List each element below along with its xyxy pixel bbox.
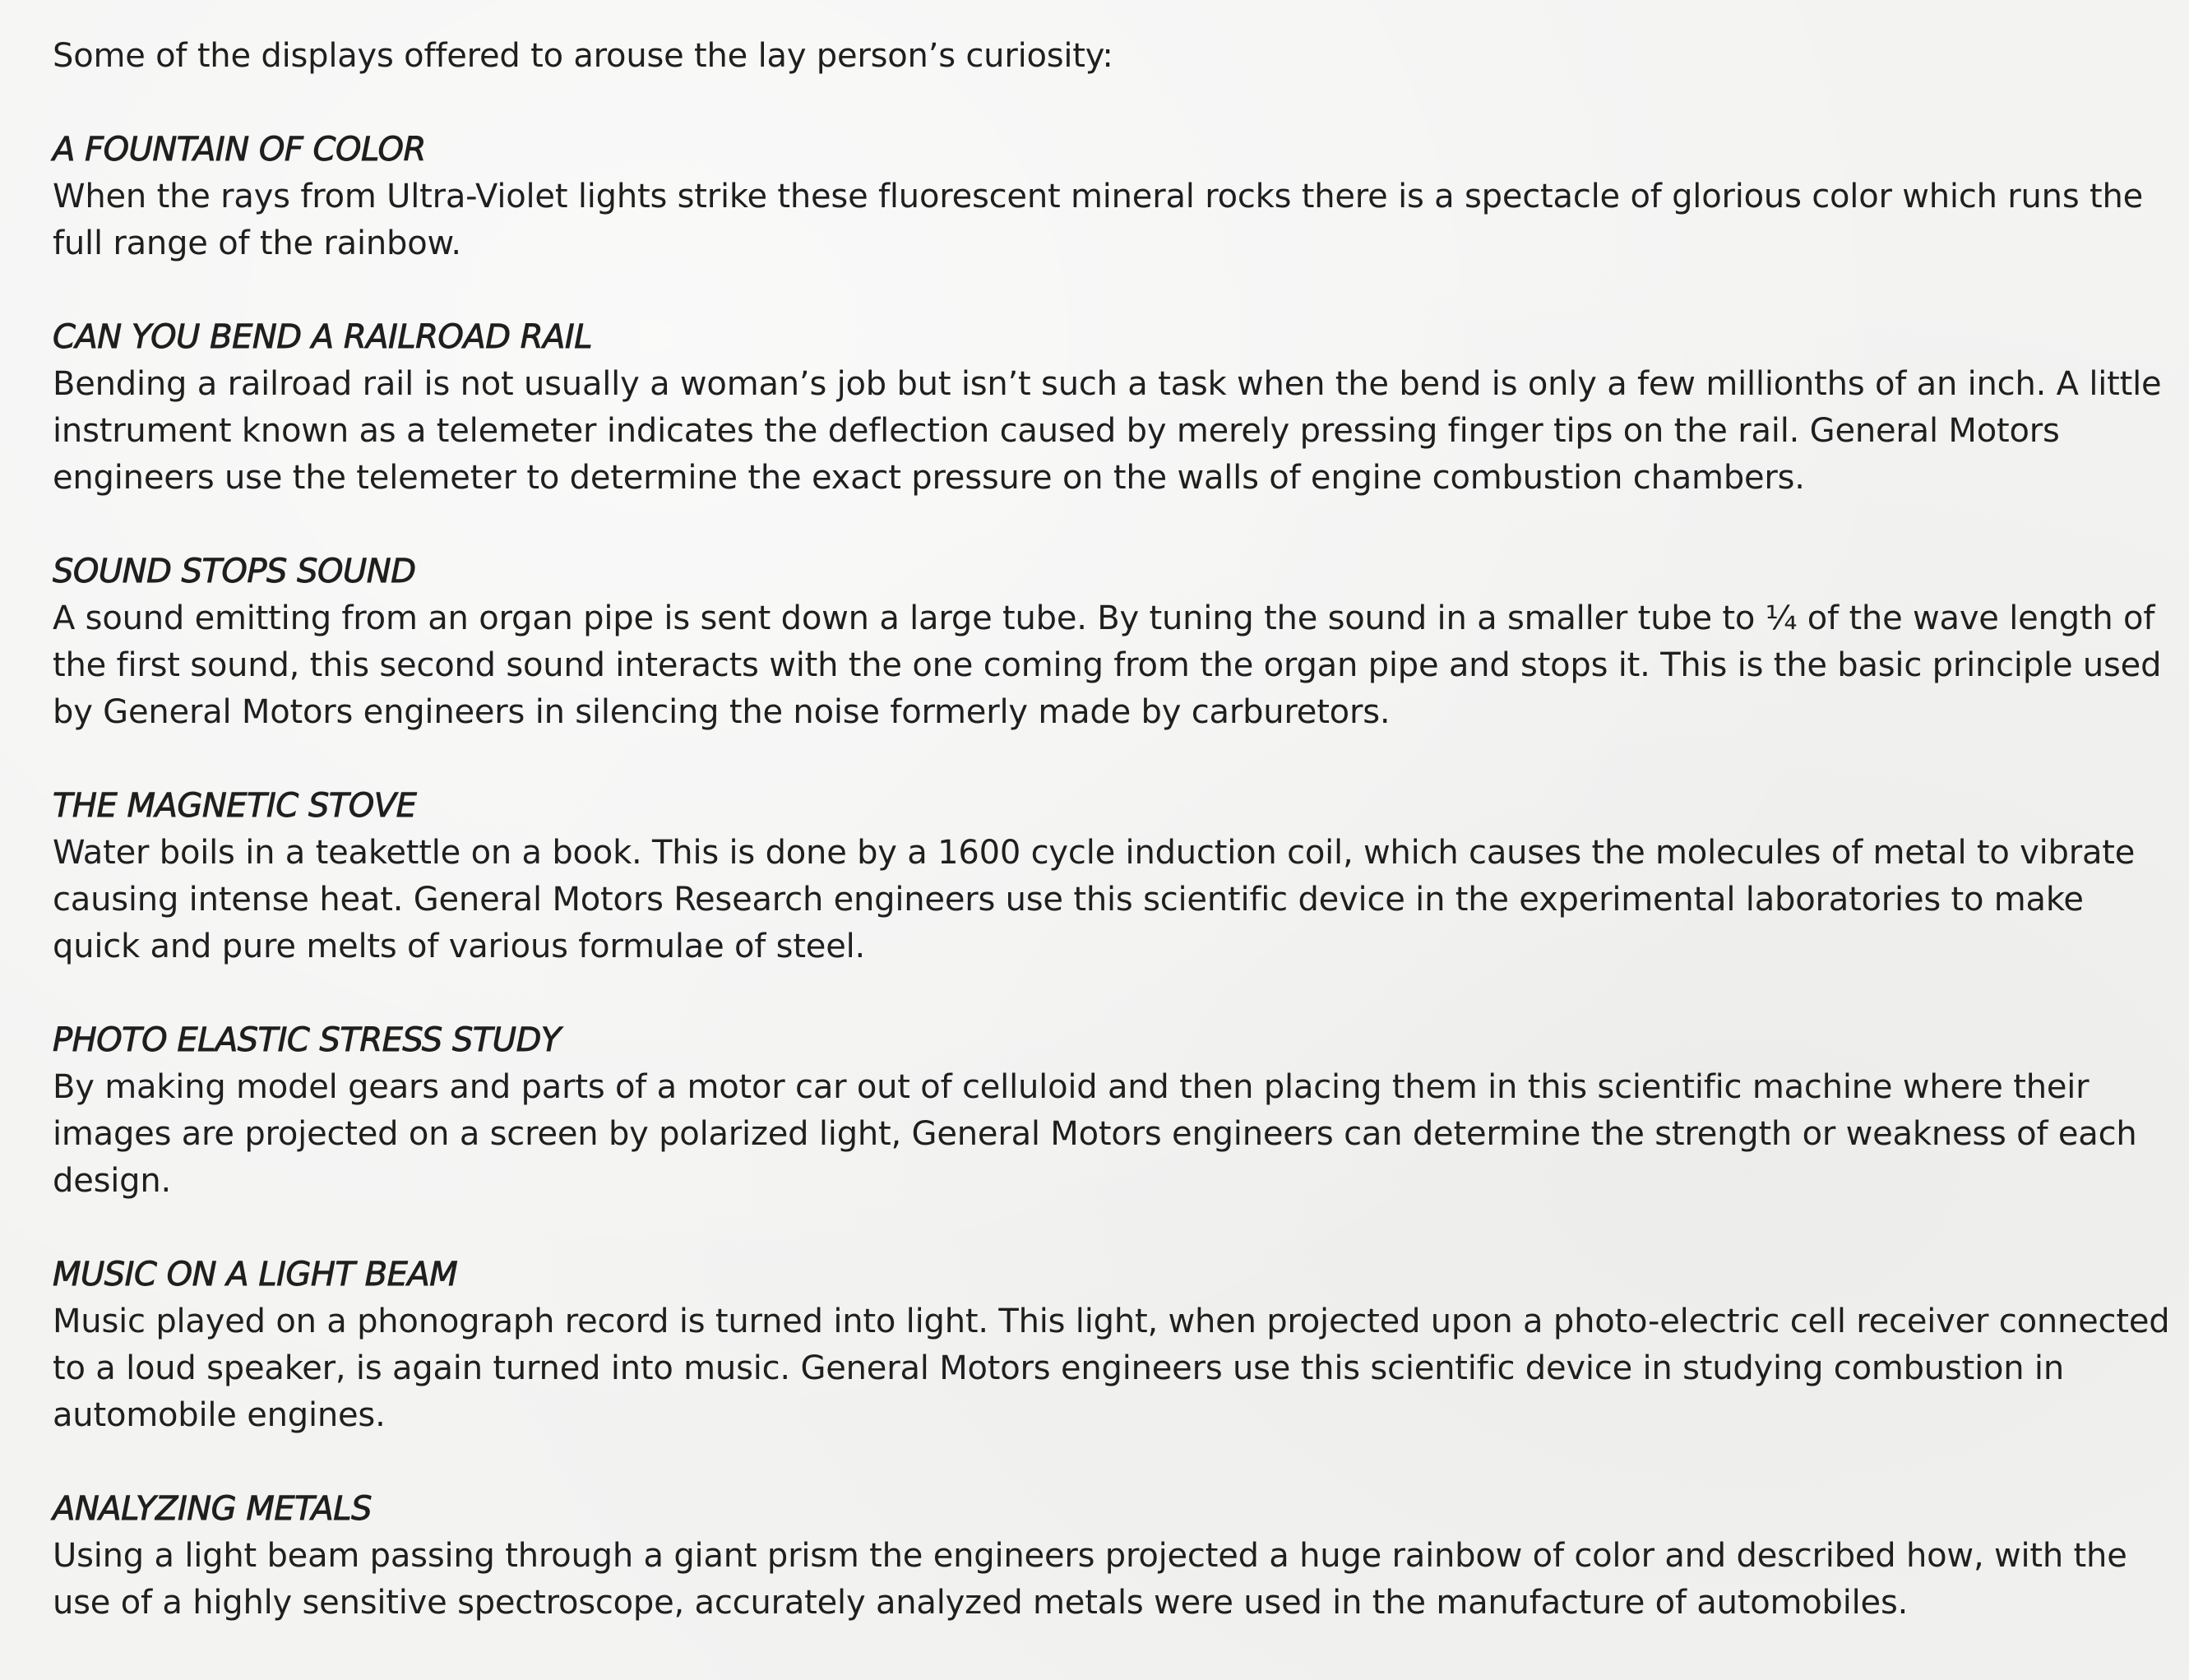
section-body: By making model gears and parts of a motor car out of celluloid and then placing them in this scientific machine where their images are projected on a screen by polarized light, General Motors engineers can determine the strength or weakness of each design.	[53, 1068, 2137, 1200]
section-title: CAN YOU BEND A RAILROAD RAIL	[53, 318, 592, 356]
section-title: THE MAGNETIC STOVE	[53, 787, 417, 825]
section-magnetic-stove	[53, 783, 2171, 970]
section-body: A sound emitting from an organ pipe is sent down a large tube. By tuning the sound in a smaller tube to ¼ of the wave length of the first sound, this second sound interacts with the one coming from the organ pipe and stops it. This is the basic principle used by General Motors engineers in silencing the noise formerly made by carburetors.	[53, 599, 2162, 731]
section-title: A FOUNTAIN OF COLOR	[53, 131, 426, 169]
section-body: When the rays from Ultra-Violet lights strike these fluorescent mineral rocks there is a spectacle of glorious color which runs the full range of the rainbow.	[53, 178, 2144, 262]
section-analyzing-metals	[53, 1486, 2171, 1627]
section-bend-railroad-rail	[53, 314, 2171, 502]
section-title: SOUND STOPS SOUND	[53, 553, 416, 590]
section-title: PHOTO ELASTIC STRESS STUDY	[53, 1021, 561, 1059]
section-body: Bending a railroad rail is not usually a woman’s job but isn’t such a task when the bend is only a few millionths of an inch. A little instrument known as a telemeter indicates the deflection caused by merely pressing finger tips on the rail. General Motors engineers use the telemeter to determine the exact pressure on the walls of engine combustion chambers.	[53, 365, 2162, 497]
section-body: Water boils in a teakettle on a book. This is done by a 1600 cycle induction coil, which causes the molecules of metal to vibrate causing intense heat. General Motors Research engineers use this scientific device in the experimental laboratories to make quick and pure melts of various formulae of steel.	[53, 834, 2136, 965]
section-body: Music played on a phonograph record is turned into light. This light, when projected upon a photo-electric cell receiver connected to a loud speaker, is again turned into music. General Motors engineers use this scientific device in studying combustion in automobile engines.	[53, 1303, 2170, 1434]
section-sound-stops-sound	[53, 548, 2171, 736]
section-body: Using a light beam passing through a giant prism the engineers projected a huge rainbow of color and described how, with the use of a highly sensitive spectroscope, accurately analyzed metals were used in the manufacture of automobiles.	[53, 1537, 2127, 1622]
intro-text: Some of the displays offered to arouse the lay person’s curiosity:	[53, 37, 1113, 75]
section-photo-elastic-stress-study	[53, 1017, 2171, 1205]
section-fountain-of-color	[53, 127, 2171, 267]
section-title: MUSIC ON A LIGHT BEAM	[53, 1256, 458, 1294]
section-music-on-light-beam	[53, 1252, 2171, 1439]
section-title: ANALYZING METALS	[53, 1490, 372, 1528]
